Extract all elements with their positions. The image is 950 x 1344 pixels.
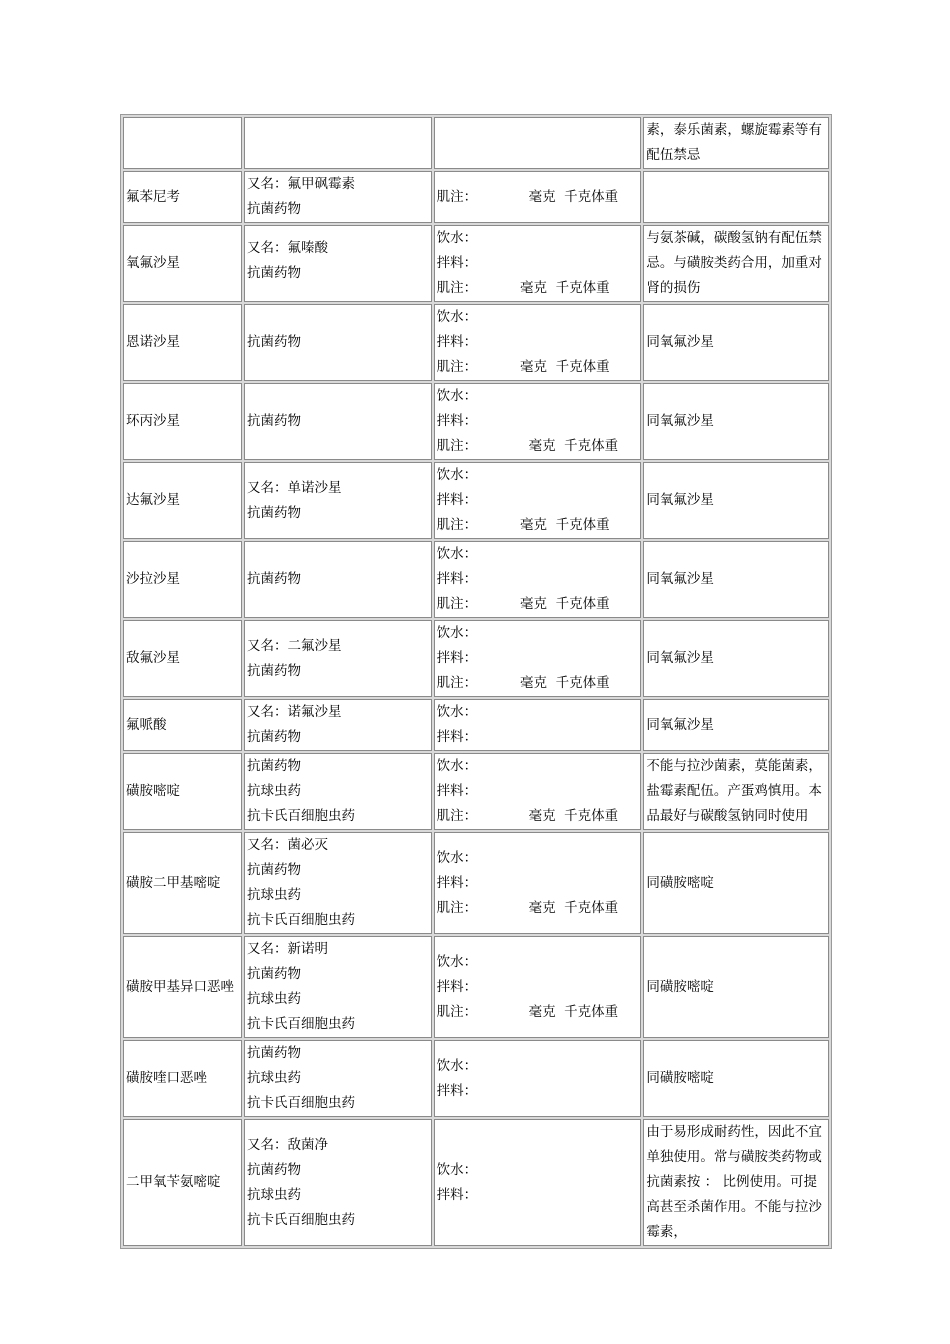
drug-name-cell: 磺胺二甲基嘧啶 [123,832,242,934]
drug-name-cell: 磺胺甲基异口恶唑 [123,936,242,1038]
drug-usage-cell [434,171,642,223]
info-line: 抗球虫药 [247,991,302,1007]
table-row [123,832,829,934]
drug-note-cell: 同氧氟沙星 [643,620,829,697]
drug-name-cell: 氟哌酸 [123,699,242,751]
drug-info-cell [244,117,432,169]
drug-note-cell: 由于易形成耐药性，因此不宜单独使用。常与磺胺类药物或抗菌素按 ： 比例使用。可提高甚至杀菌作用。不能与拉沙霉素， [643,1119,829,1246]
usage-line: 饮水： [436,1161,478,1178]
drug-usage-cell [434,832,642,934]
drug-usage-cell [434,383,642,460]
info-line: 又名：二氟沙星 [247,637,342,654]
usage-line: 饮水： [436,625,478,641]
info-line: 又名：氟嗪酸 [247,240,329,256]
usage-line: 拌料： [436,650,478,666]
table-row [123,117,829,169]
info-line: 抗菌药物 [247,201,302,217]
info-line: 又名：新诺明 [247,941,329,957]
usage-line: 肌注： 毫克 千克体重 [436,280,610,296]
usage-line: 饮水： [436,546,478,562]
drug-info-cell [244,1040,432,1117]
usage-line: 肌注： 毫克 千克体重 [436,517,610,533]
usage-line: 肌注： 毫克 千克体重 [436,188,619,205]
drug-usage-cell [434,936,642,1038]
usage-line: 饮水： [436,704,478,720]
drug-info-cell [244,541,432,618]
usage-line: 肌注： 毫克 千克体重 [436,899,619,916]
drug-name-cell [123,117,242,169]
info-line: 抗卡氏百细胞虫药 [247,1211,356,1228]
info-line: 抗菌药物 [247,966,302,982]
usage-line: 拌料： [436,334,478,350]
info-line: 抗菌药物 [247,758,302,774]
info-line: 又名：单诺沙星 [247,479,342,496]
usage-line: 拌料： [436,1082,478,1099]
info-line: 抗菌药物 [247,334,302,350]
info-line: 抗菌药物 [247,504,302,521]
info-line: 抗菌药物 [247,413,302,429]
table-row [123,304,829,381]
info-line: 抗菌药物 [247,862,302,878]
info-line: 抗球虫药 [247,1070,302,1086]
info-line: 抗菌药物 [247,1045,302,1061]
usage-line: 拌料： [436,783,478,799]
usage-line: 饮水： [436,230,478,246]
drug-info-cell [244,304,432,381]
table-row [123,620,829,697]
info-line: 抗菌药物 [247,1161,302,1178]
info-line: 抗球虫药 [247,783,302,799]
info-line: 抗球虫药 [247,1186,302,1203]
drug-usage-cell [434,541,642,618]
usage-line: 拌料： [436,413,478,429]
info-line: 抗卡氏百细胞虫药 [247,1095,356,1111]
drug-name-cell: 环丙沙星 [123,383,242,460]
drug-usage-cell [434,1119,642,1246]
usage-line: 饮水： [436,849,478,866]
drug-name-cell: 沙拉沙星 [123,541,242,618]
drug-info-cell [244,620,432,697]
drug-usage-cell [434,117,642,169]
usage-line: 拌料： [436,255,478,271]
info-line: 抗菌药物 [247,662,302,679]
drug-info-cell [244,753,432,830]
info-line: 又名：诺氟沙星 [247,704,342,720]
drug-name-cell: 敌氟沙星 [123,620,242,697]
drug-info-cell [244,171,432,223]
table-row [123,383,829,460]
usage-line: 肌注： 毫克 千克体重 [436,596,610,612]
usage-line: 饮水： [436,309,478,325]
info-line: 又名：氟甲砜霉素 [247,176,356,192]
info-line: 抗卡氏百细胞虫药 [247,808,356,824]
usage-line: 肌注： 毫克 千克体重 [436,438,619,454]
drug-usage-cell [434,225,642,302]
usage-line: 拌料： [436,978,478,995]
drug-info-cell [244,225,432,302]
usage-line: 肌注： 毫克 千克体重 [436,808,619,824]
drug-usage-cell [434,699,642,751]
info-line: 抗菌药物 [247,571,302,587]
info-line: 抗卡氏百细胞虫药 [247,912,356,928]
drug-name-cell: 氟苯尼考 [123,171,242,223]
drug-note-cell: 同氧氟沙星 [643,304,829,381]
usage-line: 饮水： [436,758,478,774]
drug-usage-cell [434,753,642,830]
drug-usage-cell [434,304,642,381]
drug-info-cell [244,383,432,460]
drug-note-cell: 同磺胺嘧啶 [643,832,829,934]
table-row [123,171,829,223]
usage-line: 肌注： 毫克 千克体重 [436,675,610,691]
info-line: 抗球虫药 [247,887,302,903]
usage-line: 饮水： [436,953,478,970]
usage-line: 拌料： [436,571,478,587]
drug-table [120,114,832,1249]
drug-note-cell: 同氧氟沙星 [643,541,829,618]
table-row [123,462,829,539]
drug-table-body [123,117,829,1246]
table-row [123,936,829,1038]
drug-usage-cell [434,462,642,539]
drug-note-cell: 与氨茶碱，碳酸氢钠有配伍禁忌。与磺胺类药合用，加重对肾的损伤 [643,225,829,302]
info-line: 抗卡氏百细胞虫药 [247,1016,356,1032]
usage-line: 饮水： [436,388,478,404]
info-line: 抗菌药物 [247,265,302,281]
table-row [123,699,829,751]
drug-note-cell: 同磺胺嘧啶 [643,936,829,1038]
table-row [123,225,829,302]
drug-info-cell [244,832,432,934]
drug-note-cell: 同氧氟沙星 [643,462,829,539]
usage-line: 饮水： [436,467,478,483]
usage-line: 拌料： [436,874,478,891]
drug-name-cell: 氧氟沙星 [123,225,242,302]
table-row [123,753,829,830]
table-row [123,1119,829,1246]
drug-name-cell: 二甲氧苄氨嘧啶 [123,1119,242,1246]
drug-name-cell: 达氟沙星 [123,462,242,539]
table-row [123,1040,829,1117]
drug-note-cell: 同氧氟沙星 [643,699,829,751]
usage-line: 肌注： 毫克 千克体重 [436,1003,619,1020]
drug-usage-cell [434,620,642,697]
usage-line: 饮水： [436,1057,478,1074]
drug-note-cell: 同磺胺嘧啶 [643,1040,829,1117]
usage-line: 拌料： [436,729,478,745]
drug-info-cell [244,1119,432,1246]
drug-name-cell: 磺胺喹口恶唑 [123,1040,242,1117]
usage-line: 肌注： 毫克 千克体重 [436,359,610,375]
info-line: 抗菌药物 [247,729,302,745]
usage-line: 拌料： [436,1186,478,1203]
drug-info-cell [244,699,432,751]
drug-usage-cell [434,1040,642,1117]
usage-line: 拌料： [436,492,478,508]
drug-info-cell [244,462,432,539]
table-row [123,541,829,618]
drug-note-cell: 不能与拉沙菌素，莫能菌素，盐霉素配伍。产蛋鸡慎用。本品最好与碳酸氢钠同时使用 [643,753,829,830]
drug-note-cell [643,171,829,223]
drug-note-cell: 素，泰乐菌素，螺旋霉素等有配伍禁忌 [643,117,829,169]
drug-name-cell: 恩诺沙星 [123,304,242,381]
drug-note-cell: 同氧氟沙星 [643,383,829,460]
drug-info-cell [244,936,432,1038]
info-line: 又名：敌菌净 [247,1136,329,1153]
drug-name-cell: 磺胺嘧啶 [123,753,242,830]
info-line: 又名：菌必灭 [247,837,329,853]
